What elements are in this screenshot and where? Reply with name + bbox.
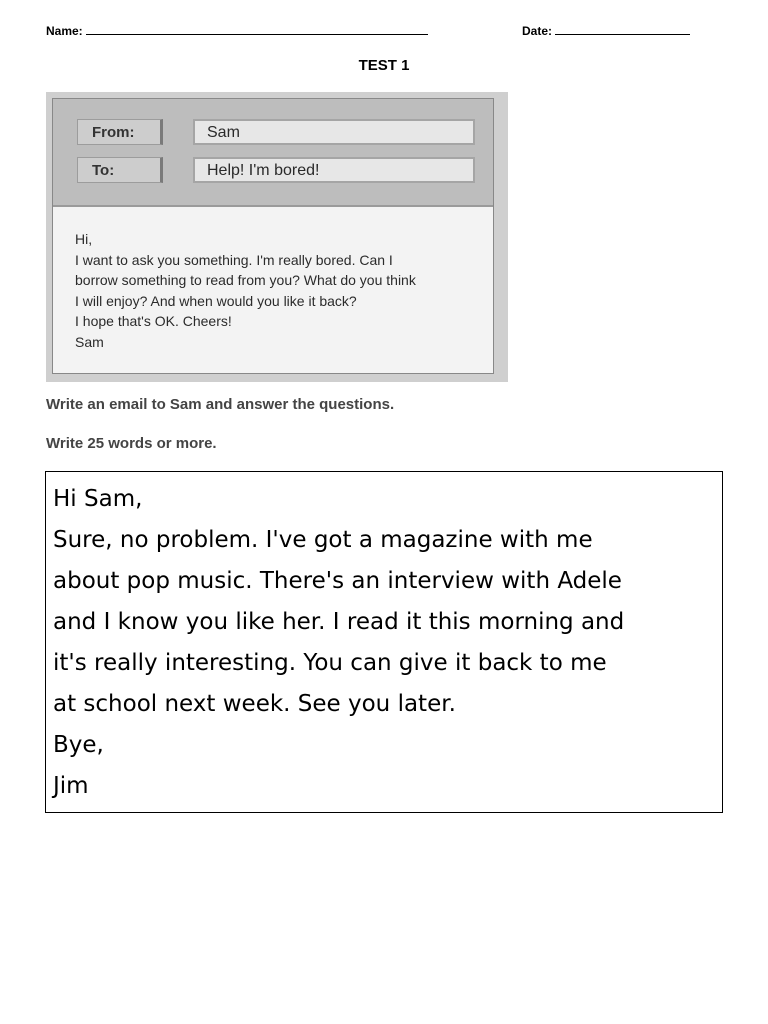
to-value: Help! I'm bored! [193,157,475,183]
email-body-line: borrow something to read from you? What do you think [75,272,416,288]
answer-line: about pop music. There's an interview with Adele [53,568,622,594]
date-field [522,24,690,38]
email-body-line: I want to ask you something. I'm really bored. Can I [75,251,393,268]
email-body-line: I hope that's OK. Cheers! [75,313,232,329]
email-body-line: Sam [75,333,104,350]
email-header [53,99,493,207]
answer-line: Bye, [53,732,104,758]
email-body [75,229,483,352]
email-screenshot [46,92,508,382]
instruction-text: Write an email to Sam and answer the questions. [46,396,395,413]
email-body-line: I will enjoy? And when would you like it back? [75,292,357,309]
answer-line: at school next week. See you later. [53,691,456,717]
answer-line: Sure, no problem. I've got a magazine with me [53,527,593,553]
answer-line: Jim [53,773,89,799]
answer-line: Hi Sam, [53,486,143,512]
email-window [52,98,494,374]
answer-line: it's really interesting. You can give it back to me [53,650,607,676]
name-field [46,24,428,38]
page-title: TEST 1 [358,57,410,74]
answer-line: and I know you like her. I read it this morning and [53,609,625,635]
date-label: Date: [522,24,553,38]
name-label: Name: [46,24,83,38]
to-label: To: [77,157,163,183]
from-label: From: [77,119,163,145]
word-count-instruction: Write 25 words or more. [46,435,217,452]
from-value: Sam [193,119,475,145]
name-blank-line[interactable] [86,24,428,35]
email-body-line: Hi, [75,231,93,247]
answer-box[interactable] [45,471,723,813]
date-blank-line[interactable] [555,24,690,35]
